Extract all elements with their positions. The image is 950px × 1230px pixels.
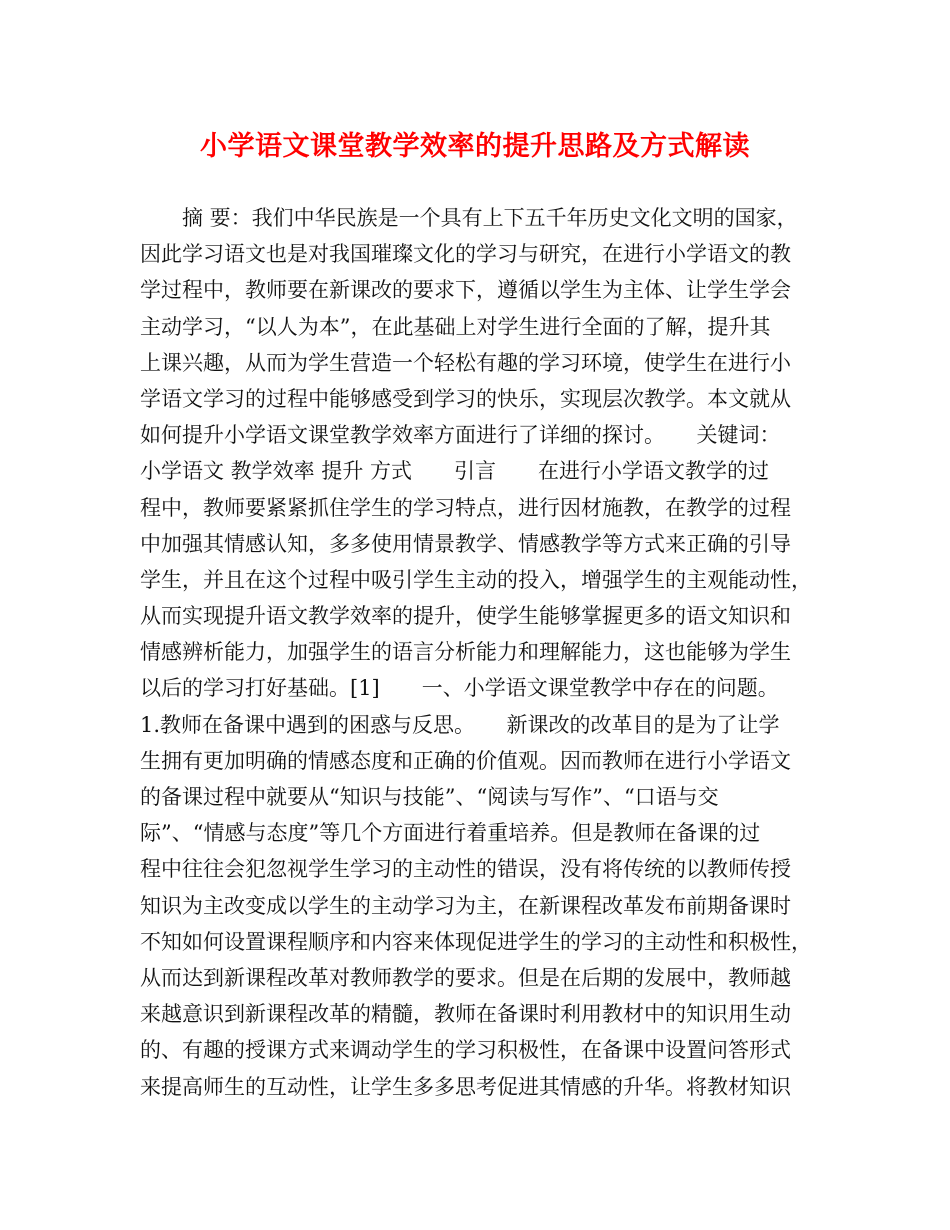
- body-line: 以后的学习打好基础。[1] 一、小学语文课堂教学中存在的问题。: [140, 676, 779, 701]
- body-line: 的备课过程中就要从“知识与技能”、“阅读与写作”、“口语与交: [140, 785, 719, 809]
- body-line: 中加强其情感认知，多多使用情景教学、情感教学等方式来正确的引导: [140, 531, 791, 556]
- body-line: 主动学习，“以人为本”，在此基础上对学生进行全面的了解，提升其: [140, 314, 771, 339]
- body-line: 情感辨析能力，加强学生的语言分析能力和理解能力，这也能够为学生: [140, 640, 791, 665]
- body-line: 的、有趣的授课方式来调动学生的学习积极性，在备课中设置问答形式: [140, 1038, 791, 1063]
- body-line: 从而达到新课程改革对教师教学的要求。但是在后期的发展中，教师越: [140, 965, 791, 990]
- document-title: 小学语文课堂教学效率的提升思路及方式解读: [200, 131, 750, 162]
- body-line: 学语文学习的过程中能够感受到学习的快乐，实现层次教学。本文就从: [140, 386, 791, 411]
- body-line: 从而实现提升语文教学效率的提升，使学生能够掌握更多的语文知识和: [140, 604, 791, 629]
- body-line: 小学语文 教学效率 提升 方式 引言 在进行小学语文教学的过: [140, 459, 770, 484]
- body-line: 来越意识到新课程改革的精髓，教师在备课时利用教材中的知识用生动: [140, 1002, 791, 1027]
- body-line: 生拥有更加明确的情感态度和正确的价值观。因而教师在进行小学语文: [140, 748, 791, 773]
- body-line: 摘 要：我们中华民族是一个具有上下五千年历史文化文明的国家，: [140, 206, 798, 230]
- body-line: 学生，并且在这个过程中吸引学生主动的投入，增强学生的主观能动性，: [140, 567, 812, 592]
- body-line: 因此学习语文也是对我国璀璨文化的学习与研究，在进行小学语文的教: [140, 242, 791, 267]
- document-body: [140, 200, 820, 1105]
- body-line: 际”、“情感与态度”等几个方面进行着重培养。但是教师在备课的过: [140, 821, 761, 846]
- body-line: 上课兴趣，从而为学生营造一个轻松有趣的学习环境，使学生在进行小: [140, 350, 791, 375]
- body-line: 程中，教师要紧紧抓住学生的学习特点，进行因材施教，在教学的过程: [140, 495, 791, 520]
- body-line: 程中往往会犯忽视学生学习的主动性的错误，没有将传统的以教师传授: [140, 857, 791, 882]
- body-line: 1.教师在备课中遇到的困惑与反思。 新课改的改革目的是为了让学: [140, 712, 780, 737]
- body-line: 如何提升小学语文课堂教学效率方面进行了详细的探讨。 关键词：: [140, 423, 781, 448]
- body-line: 不知如何设置课程顺序和内容来体现促进学生的学习的主动性和积极性，: [140, 929, 812, 954]
- body-line: 知识为主改变成以学生的主动学习为主，在新课程改革发布前期备课时: [140, 893, 791, 918]
- body-line: 学过程中，教师要在新课改的要求下，遵循以学生为主体、让学生学会: [140, 278, 791, 303]
- body-line: 来提高师生的互动性，让学生多多思考促进其情感的升华。将教材知识: [140, 1074, 791, 1099]
